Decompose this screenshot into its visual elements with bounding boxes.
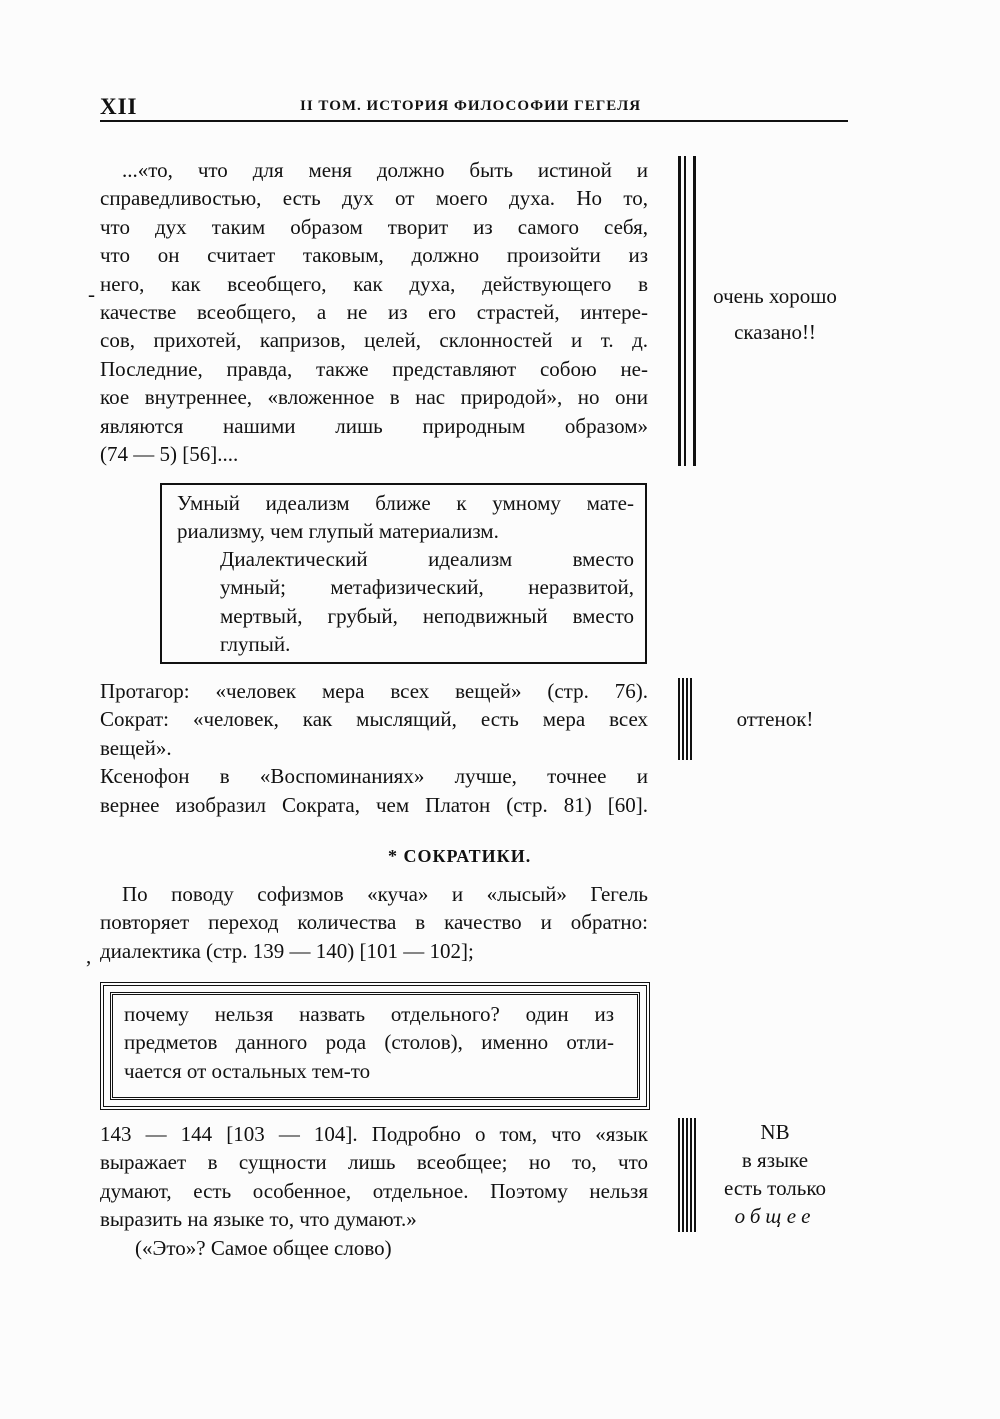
- text-line: умный; метафизический, неразвитой,: [220, 575, 634, 600]
- text-line: глупый.: [220, 632, 291, 657]
- text-line: Сократ: «человек, как мыслящий, есть мера всех: [100, 707, 648, 732]
- text-line: являются нашими лишь природным образом»: [100, 413, 648, 438]
- margin-vertical-bars: [678, 678, 692, 760]
- margin-comma-mark: ,: [86, 944, 92, 968]
- text-line: Диалектический идеализм вместо: [220, 547, 634, 571]
- margin-note-line: есть только: [724, 1176, 826, 1200]
- text-line: Протагор: «человек мера всех вещей» (стр. 76).: [100, 679, 648, 703]
- sophisms-paragraph: [100, 880, 648, 965]
- this-note: [135, 1234, 535, 1262]
- text-line: сов, прихотей, капризов, целей, склонностей и т. д.: [100, 328, 648, 353]
- text-line: выразить на языке то, что думают.»: [100, 1207, 417, 1232]
- text-line: вещей».: [100, 735, 172, 760]
- text-line: Умный идеализм ближе к умному мате-: [177, 491, 634, 515]
- text-line: Последние, правда, также представляют собою не-: [100, 356, 648, 381]
- margin-note-nb: [700, 1118, 850, 1230]
- text-line: качестве всеобщего, а не из его страстей, интере-: [100, 300, 648, 325]
- text-line: диалектика (стр. 139 — 140) [101 — 102];: [100, 938, 474, 963]
- text-line: кое внутреннее, «вложенное в нас природой», но они: [100, 385, 648, 410]
- quote-paragraph: [100, 156, 648, 468]
- text-line: (74 — 5) [56]....: [100, 442, 239, 467]
- text-line: Ксенофон в «Воспоминаниях» лучше, точнее и: [100, 764, 648, 789]
- margin-vertical-bars: [678, 156, 696, 466]
- text-line: что он считает таковым, должно произойти из: [100, 243, 648, 268]
- text-line: чается от остальных тем-то: [124, 1058, 371, 1083]
- text-line: выражает в сущности лишь всеобщее; но то, что: [100, 1150, 648, 1175]
- boxed-note-individual: [100, 982, 650, 1110]
- margin-note-line: в языке: [741, 1148, 809, 1172]
- text-line: 143 — 144 [103 — 104]. Подробно о том, что «язык: [100, 1122, 648, 1146]
- section-heading: * СОКРАТИКИ.: [388, 846, 532, 866]
- text-line: него, как всеобщего, как духа, действующего в: [100, 271, 648, 296]
- text-line: справедливостью, есть дух от моего духа. Но то,: [100, 186, 648, 211]
- text-line: риализму, чем глупый материализм.: [177, 519, 499, 544]
- margin-dash-mark: -: [88, 282, 95, 306]
- text-line: мертвый, грубый, неподвижный вместо: [220, 603, 634, 628]
- nb-mark: NB: [760, 1120, 790, 1144]
- margin-note-line: сказано!!: [734, 320, 816, 344]
- page-header: [100, 88, 848, 122]
- margin-note-line: общее: [734, 1204, 816, 1228]
- text-line: По поводу софизмов «куча» и «лысый» Гегель: [122, 882, 648, 906]
- margin-vertical-bars: [678, 1118, 694, 1232]
- boxed-note-idealism: [160, 483, 647, 664]
- protagoras-paragraph: [100, 677, 648, 819]
- margin-note-good: [700, 278, 850, 350]
- text-line: что дух таким образом творит из самого себя,: [100, 214, 648, 239]
- text-line: думают, есть особенное, отдельное. Поэтому нельзя: [100, 1178, 648, 1203]
- text-line: ...«то, что для меня должно быть истиной и: [122, 158, 648, 182]
- running-title: II ТОМ. ИСТОРИЯ ФИЛОСОФИИ ГЕГЕЛЯ: [300, 98, 642, 114]
- text-line: повторяет переход количества в качество и обратно:: [100, 910, 648, 935]
- margin-note-line: очень хорошо: [713, 284, 837, 308]
- text-line: вернее изобразил Сократа, чем Платон (стр. 81) [60].: [100, 792, 648, 817]
- language-paragraph: [100, 1120, 648, 1234]
- margin-note-nuance: оттенок!: [736, 707, 814, 731]
- text-line: предметов данного рода (столов), именно отли-: [124, 1030, 614, 1055]
- text-line: почему нельзя назвать отдельного? один из: [124, 1002, 614, 1026]
- text-line: («Это»? Самое общее слово): [135, 1236, 392, 1260]
- page-number: XII: [100, 94, 138, 119]
